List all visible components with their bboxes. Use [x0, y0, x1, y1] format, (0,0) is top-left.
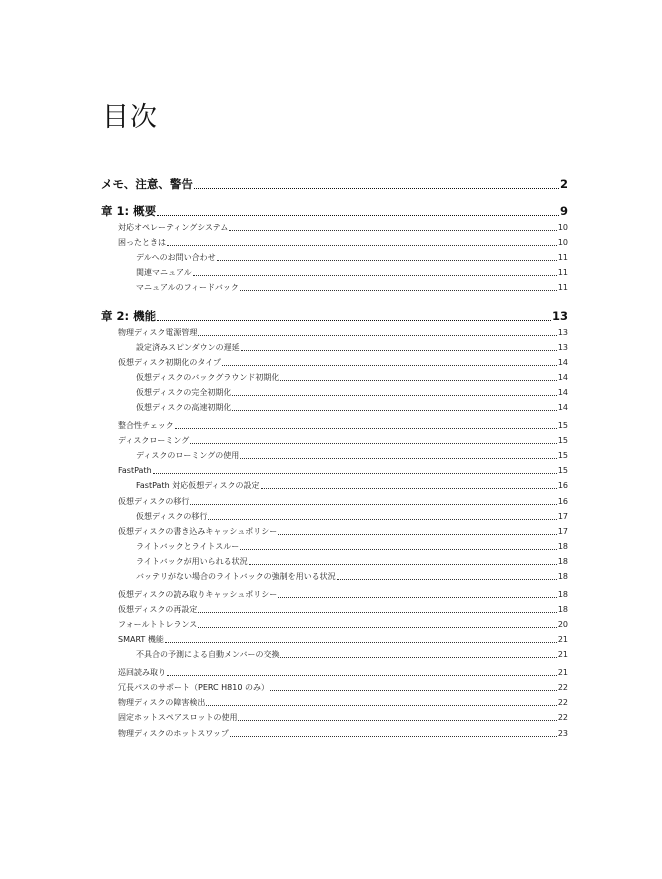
toc-leader-dots	[198, 335, 556, 336]
toc-entry[interactable]	[136, 480, 568, 491]
toc-chapter-entry[interactable]	[101, 177, 568, 191]
toc-leader-dots	[337, 579, 557, 580]
toc-entry-label: 仮想ディスク初期化のタイプ	[118, 358, 221, 367]
toc-page-number: 21	[557, 635, 568, 644]
toc-entry[interactable]	[118, 589, 568, 600]
toc-page-number: 23	[557, 729, 568, 738]
toc-entry-label: 仮想ディスクのバックグラウンド初期化	[136, 373, 280, 382]
toc-page-number: 14	[557, 358, 568, 367]
toc-entry-label: フォールトトレランス	[118, 620, 198, 629]
toc-entry[interactable]	[118, 728, 568, 739]
toc-leader-dots	[229, 230, 556, 231]
toc-leader-dots	[278, 597, 557, 598]
toc-entry-label: 困ったときは	[118, 238, 166, 247]
toc-leader-dots	[190, 504, 556, 505]
toc-entry[interactable]	[118, 420, 568, 431]
toc-entry[interactable]	[136, 372, 568, 383]
toc-leader-dots	[280, 380, 556, 381]
toc-entry[interactable]	[136, 402, 568, 413]
toc-entry[interactable]	[118, 222, 568, 233]
toc-entry[interactable]	[118, 357, 568, 368]
toc-entry[interactable]	[118, 619, 568, 630]
toc-page-number: 15	[557, 436, 568, 445]
toc-entry-label: 仮想ディスクの移行	[136, 512, 208, 521]
toc-entry[interactable]	[118, 465, 568, 476]
toc-leader-dots	[167, 245, 557, 246]
toc-entry-label: 設定済みスピンダウンの遅延	[136, 343, 240, 352]
toc-entry[interactable]	[118, 697, 568, 708]
toc-entry-label: 仮想ディスクの再設定	[118, 605, 198, 614]
toc-page-number: 18	[557, 572, 568, 581]
toc-entry[interactable]	[118, 496, 568, 507]
toc-leader-dots	[153, 473, 557, 474]
toc-page-number: 15	[557, 421, 568, 430]
toc-page-number: 13	[557, 328, 568, 337]
toc-entry[interactable]	[118, 327, 568, 338]
toc-entry-label: 対応オペレーティングシステム	[118, 223, 229, 232]
toc-page-number: 18	[557, 590, 568, 599]
toc-entry-label: 関連マニュアル	[136, 268, 192, 277]
toc-page-number: 22	[557, 713, 568, 722]
toc-page-number: 9	[559, 204, 568, 218]
toc-entry[interactable]	[118, 435, 568, 446]
toc-page-number: 18	[557, 557, 568, 566]
toc-page-number: 11	[557, 253, 568, 262]
toc-chapter-entry[interactable]	[101, 204, 568, 218]
toc-entry-label: ディスクのローミングの使用	[136, 451, 240, 460]
toc-leader-dots	[232, 395, 556, 396]
toc-page-number: 21	[557, 668, 568, 677]
toc-leader-dots	[165, 642, 557, 643]
toc-page-number: 21	[557, 650, 568, 659]
toc-entry-label: バッテリがない場合のライトバックの強制を用いる状況	[136, 572, 336, 581]
toc-page-number: 18	[557, 605, 568, 614]
toc-entry-label: メモ、注意、警告	[101, 177, 193, 191]
toc-leader-dots	[157, 320, 551, 321]
toc-leader-dots	[208, 519, 556, 520]
toc-leader-dots	[193, 275, 557, 276]
toc-entry-label: 仮想ディスクの移行	[118, 497, 190, 506]
toc-leader-dots	[261, 488, 557, 489]
toc-page-number: 16	[557, 497, 568, 506]
toc-leader-dots	[240, 458, 557, 459]
toc-leader-dots	[280, 657, 556, 658]
toc-leader-dots	[249, 564, 557, 565]
toc-entry-label: 仮想ディスクの高速初期化	[136, 403, 232, 412]
toc-entry[interactable]	[118, 682, 568, 693]
toc-leader-dots	[230, 736, 557, 737]
toc-entry-label: 仮想ディスクの読み取りキャッシュポリシー	[118, 590, 278, 599]
toc-leader-dots	[175, 428, 557, 429]
toc-page-number: 13	[551, 309, 568, 323]
toc-entry-label: 巡回読み取り	[118, 668, 166, 677]
toc-entry-label: マニュアルのフィードバック	[136, 283, 239, 292]
toc-entry-label: 仮想ディスクの完全初期化	[136, 388, 232, 397]
toc-entry[interactable]	[118, 667, 568, 678]
toc-leader-dots	[198, 612, 556, 613]
toc-leader-dots	[232, 410, 556, 411]
toc-entry[interactable]	[136, 511, 568, 522]
toc-leader-dots	[240, 290, 557, 291]
toc-page-number: 14	[557, 388, 568, 397]
toc-leader-dots	[217, 260, 557, 261]
toc-leader-dots	[241, 350, 557, 351]
toc-entry[interactable]	[118, 526, 568, 537]
toc-leader-dots	[278, 534, 557, 535]
toc-page-number: 18	[557, 542, 568, 551]
toc-page-number: 14	[557, 403, 568, 412]
toc-page-number: 14	[557, 373, 568, 382]
toc-entry-label: 物理ディスクのホットスワップ	[118, 729, 229, 738]
toc-entry[interactable]	[136, 387, 568, 398]
toc-entry-label: 物理ディスク電源管理	[118, 328, 198, 337]
toc-leader-dots	[167, 675, 557, 676]
toc-page-number: 20	[557, 620, 568, 629]
toc-entry-label: ライトバックが用いられる状況	[136, 557, 248, 566]
toc-leader-dots	[157, 215, 559, 216]
toc-page-number: 16	[557, 481, 568, 490]
toc-entry-label: 章 2: 機能	[101, 309, 157, 323]
toc-leader-dots	[198, 627, 557, 628]
toc-page-number: 22	[557, 683, 568, 692]
toc-entry-label: 物理ディスクの障害検出	[118, 698, 206, 707]
toc-page-number: 10	[557, 238, 568, 247]
page-title: 目次	[102, 102, 158, 133]
toc-leader-dots	[238, 720, 556, 721]
toc-leader-dots	[206, 705, 556, 706]
toc-entry[interactable]	[136, 649, 568, 660]
toc-page-number: 13	[557, 343, 568, 352]
toc-leader-dots	[194, 188, 559, 189]
toc-leader-dots	[240, 549, 557, 550]
toc-leader-dots	[190, 443, 557, 444]
toc-entry-label: 冗長パスのサポート（PERC H810 のみ）	[118, 683, 269, 692]
toc-entry-label: 不具合の予測による自動メンバーの交換	[136, 650, 280, 659]
toc-page-number: 15	[557, 466, 568, 475]
toc-page-number: 2	[559, 177, 568, 191]
toc-page-number: 15	[557, 451, 568, 460]
toc-entry[interactable]	[136, 267, 568, 278]
toc-entry-label: FastPath	[118, 466, 152, 475]
toc-entry-label: 章 1: 概要	[101, 204, 157, 218]
toc-entry[interactable]	[136, 252, 568, 263]
toc-entry-label: FastPath 対応仮想ディスクの設定	[136, 481, 260, 490]
toc-leader-dots	[222, 365, 557, 366]
toc-chapter-entry[interactable]	[101, 309, 568, 323]
toc-entry[interactable]	[136, 282, 568, 293]
toc-entry[interactable]	[136, 450, 568, 461]
toc-leader-dots	[270, 690, 557, 691]
toc-entry-label: ライトバックとライトスルー	[136, 542, 240, 551]
toc-entry[interactable]	[118, 237, 568, 248]
toc-entry[interactable]	[136, 342, 568, 353]
toc-entry[interactable]	[118, 712, 568, 723]
toc-page-number: 11	[557, 283, 568, 292]
toc-entry-label: SMART 機能	[118, 635, 164, 644]
toc-page-number: 10	[557, 223, 568, 232]
toc-entry-label: 固定ホットスペアスロットの使用	[118, 713, 238, 722]
toc-page-number: 17	[557, 527, 568, 536]
toc-entry[interactable]	[136, 556, 568, 567]
toc-entry-label: 整合性チェック	[118, 421, 174, 430]
toc-entry[interactable]	[136, 571, 568, 582]
toc-entry-label: 仮想ディスクの書き込みキャッシュポリシー	[118, 527, 278, 536]
toc-entry[interactable]	[118, 634, 568, 645]
toc-entry-label: デルへのお問い合わせ	[136, 253, 216, 262]
toc-entry[interactable]	[136, 541, 568, 552]
toc-entry-label: ディスクローミング	[118, 436, 190, 445]
toc-page-number: 22	[557, 698, 568, 707]
toc-page-number: 11	[557, 268, 568, 277]
toc-entry[interactable]	[118, 604, 568, 615]
toc-page-number: 17	[557, 512, 568, 521]
